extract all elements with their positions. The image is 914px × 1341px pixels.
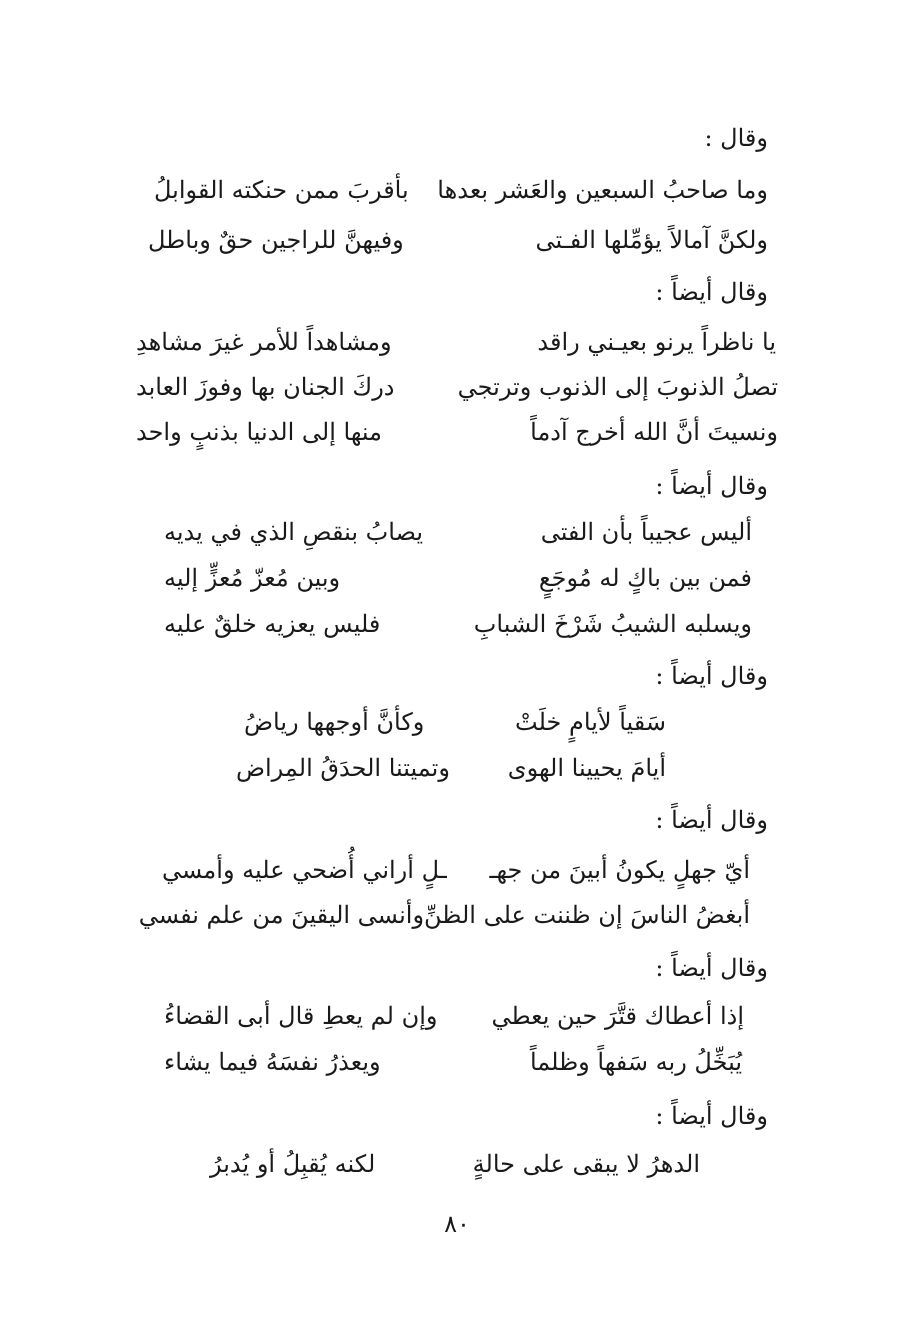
verse-second-hemistich: وأنسى اليقينَ من علم نفسي xyxy=(138,901,425,929)
verse-second-hemistich: منها إلى الدنيا بذنبٍ واحد xyxy=(136,418,382,446)
verse-second-hemistich: بأقربَ ممن حنكته القوابلُ xyxy=(154,176,409,204)
verse-second-hemistich: وتميتنا الحدَقُ المِراض xyxy=(236,754,450,782)
poem-intro: وقال : xyxy=(704,124,768,152)
verse-line xyxy=(136,375,778,399)
verse-first-hemistich: ولكنَّ آمالاً يؤمِّلها الفـتى xyxy=(535,226,768,254)
verse-line xyxy=(164,566,752,590)
verse-first-hemistich: سَقياً لأيامٍ خلَتْ xyxy=(515,708,666,736)
verse-first-hemistich: يا ناظراً يرنو بعيـني راقد xyxy=(537,328,776,356)
poem-intro: وقال أيضاً : xyxy=(655,806,768,834)
verse-first-hemistich: أيامَ يحيينا الهوى xyxy=(507,754,666,782)
poem-intro: وقال أيضاً : xyxy=(655,662,768,690)
verse-second-hemistich: يصابُ بنقصِ الذي في يديه xyxy=(164,518,424,546)
verse-line xyxy=(244,710,666,734)
verse-first-hemistich: أيّ جهلٍ يكونُ أبينَ من جهـ xyxy=(489,856,750,884)
verse-first-hemistich: إذا أعطاك قتَّرَ حين يعطي xyxy=(491,1002,744,1030)
verse-second-hemistich: وإن لم يعطِ قال أبى القضاءُ xyxy=(164,1002,438,1030)
page-number: ٨٠ xyxy=(444,1210,470,1238)
verse-line xyxy=(148,228,768,252)
verse-line xyxy=(164,520,752,544)
verse-first-hemistich: يُبَخِّلُ ربه سَفهاً وظلماً xyxy=(529,1048,742,1076)
poem-intro: وقال أيضاً : xyxy=(655,1102,768,1130)
verse-line xyxy=(136,420,778,444)
verse-first-hemistich: ونسيتَ أنَّ الله أخرج آدماً xyxy=(530,418,778,446)
verse-second-hemistich: وبين مُعزّ مُعزٍّ إليه xyxy=(164,564,341,592)
verse-second-hemistich: لكنه يُقبِلُ أو يُدبرُ xyxy=(210,1150,376,1178)
verse-second-hemistich: ويعذرُ نفسَهُ فيما يشاء xyxy=(164,1048,381,1076)
verse-first-hemistich: الدهرُ لا يبقى على حالةٍ xyxy=(472,1150,700,1178)
poem-intro: وقال أيضاً : xyxy=(655,472,768,500)
verse-second-hemistich: ـلٍ أراني أُضحي عليه وأمسي xyxy=(162,856,447,884)
verse-first-hemistich: أليس عجيباً بأن الفتى xyxy=(540,518,752,546)
verse-line xyxy=(164,1050,742,1074)
verse-line xyxy=(164,612,752,636)
verse-line xyxy=(164,1004,744,1028)
verse-second-hemistich: فليس يعزيه خلقٌ عليه xyxy=(164,610,381,638)
verse-first-hemistich: ويسلبه الشيبُ شَرْخَ الشبابِ xyxy=(473,610,752,638)
verse-first-hemistich: تصلُ الذنوبَ إلى الذنوب وترتجي xyxy=(457,373,778,401)
verse-first-hemistich: وما صاحبُ السبعين والعَشر بعدها xyxy=(437,176,768,204)
verse-second-hemistich: وكأنَّ أوجهها رياضُ xyxy=(244,708,425,736)
verse-second-hemistich: وفيهنَّ للراجين حقٌ وباطل xyxy=(148,226,404,254)
verse-line xyxy=(162,858,750,882)
verse-line xyxy=(136,330,776,354)
poem-intro: وقال أيضاً : xyxy=(655,954,768,982)
verse-line xyxy=(210,1152,700,1176)
verse-second-hemistich: دركَ الجنان بها وفوزَ العابد xyxy=(136,373,395,401)
verse-line xyxy=(154,178,768,202)
poem-intro: وقال أيضاً : xyxy=(655,278,768,306)
verse-second-hemistich: ومشاهداً للأمر غيرَ مشاهدِ xyxy=(136,328,392,356)
verse-line xyxy=(138,901,750,929)
verse-line xyxy=(236,756,666,780)
verse-first-hemistich: فمن بين باكٍ له مُوجَعٍ xyxy=(538,564,752,592)
verse-first-hemistich: أبغضُ الناسَ إن ظننت على الظنِّ xyxy=(424,901,750,929)
